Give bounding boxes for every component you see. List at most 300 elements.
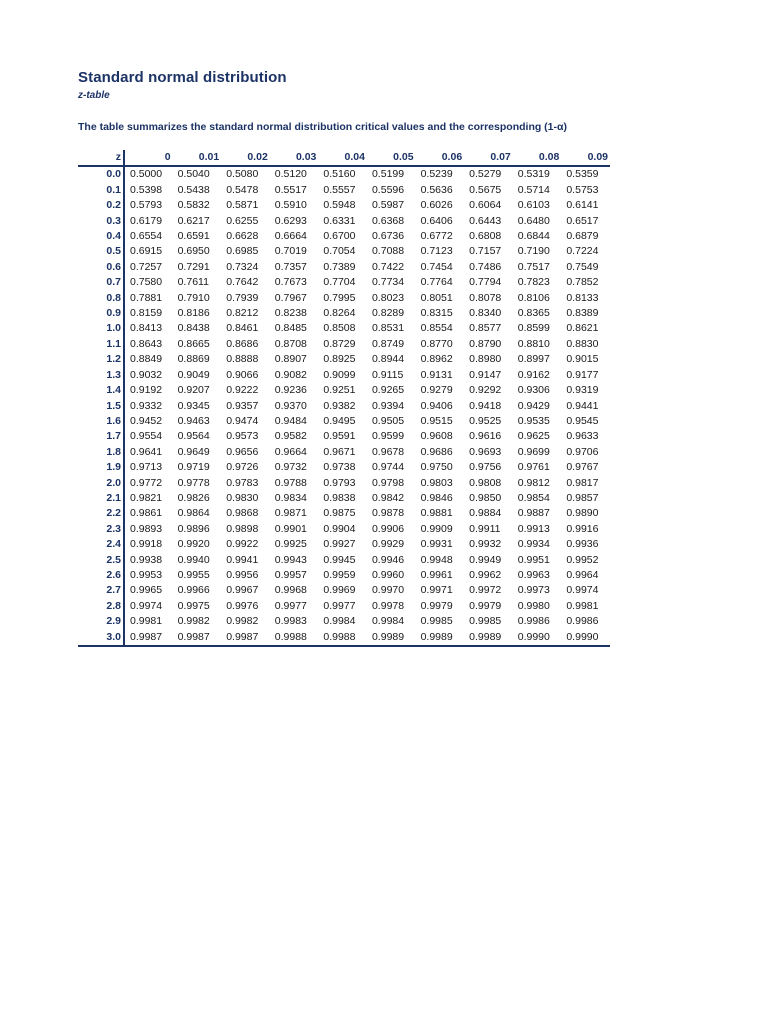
table-cell: 0.9706: [566, 445, 599, 458]
table-row: [78, 166, 610, 182]
table-cell: 0.6331: [323, 214, 356, 227]
table-cell: 0.9429: [517, 399, 550, 412]
table-row: [78, 599, 610, 614]
table-cell: 0.9625: [517, 430, 550, 443]
table-cell: 0.9649: [177, 445, 210, 458]
table-cell: 0.6915: [130, 245, 163, 258]
table-cell: 0.8023: [371, 291, 405, 304]
table-cell: 0.5359: [566, 168, 599, 181]
table-cell: 0.9505: [371, 414, 405, 427]
table-cell: 0.6554: [130, 230, 163, 243]
table-cell: 0.8599: [517, 322, 550, 335]
column-header: 0.05: [367, 150, 416, 166]
row-z-label: 0.1: [78, 183, 124, 198]
z-table-body: [78, 166, 610, 646]
table-cell: 0.9793: [323, 476, 356, 489]
table-cell: 0.9932: [469, 538, 502, 551]
table-cell: 0.8665: [177, 337, 210, 350]
z-column-header: z: [78, 150, 124, 166]
table-cell: 0.9147: [469, 368, 502, 381]
table-cell: 0.7088: [371, 245, 405, 258]
table-row: [78, 460, 610, 475]
row-z-label: 1.0: [78, 321, 124, 336]
table-cell: 0.5000: [130, 168, 163, 181]
table-cell: 0.9949: [469, 553, 502, 566]
row-z-label: 2.9: [78, 614, 124, 629]
table-row: [78, 321, 610, 336]
table-cell: 0.9767: [566, 461, 599, 474]
table-cell: 0.6879: [566, 230, 599, 243]
table-row: [78, 568, 610, 583]
table-cell: 0.9418: [469, 399, 502, 412]
table-cell: 0.7257: [130, 260, 163, 273]
table-cell: 0.9890: [566, 507, 599, 520]
table-cell: 0.9918: [130, 538, 163, 551]
table-cell: 0.9989: [367, 630, 416, 646]
table-row: [78, 383, 610, 398]
table-cell: 0.8643: [130, 337, 163, 350]
table-row: [78, 491, 610, 506]
table-cell: 0.9830: [226, 491, 259, 504]
table-cell: 0.9979: [469, 599, 502, 612]
table-cell: 0.9772: [130, 476, 163, 489]
table-cell: 0.9881: [420, 507, 453, 520]
row-z-label: 2.4: [78, 537, 124, 552]
table-cell: 0.9554: [130, 430, 163, 443]
table-cell: 0.9699: [517, 445, 550, 458]
table-row: [78, 260, 610, 275]
table-cell: 0.9591: [323, 430, 356, 443]
table-cell: 0.9983: [274, 615, 307, 628]
table-cell: 0.7881: [130, 291, 163, 304]
table-row: [78, 244, 610, 259]
table-cell: 0.5557: [323, 183, 356, 196]
table-cell: 0.9857: [566, 491, 599, 504]
table-cell: 0.5160: [323, 168, 356, 181]
table-cell: 0.9906: [371, 522, 405, 535]
table-cell: 0.8621: [566, 322, 599, 335]
table-cell: 0.7611: [177, 276, 209, 289]
table-cell: 0.9406: [420, 399, 453, 412]
table-cell: 0.8686: [226, 337, 259, 350]
table-cell: 0.9452: [130, 414, 163, 427]
table-cell: 0.9934: [517, 538, 550, 551]
table-cell: 0.8340: [469, 307, 502, 320]
table-cell: 0.9495: [323, 414, 356, 427]
z-table-header: [78, 150, 610, 166]
table-cell: 0.9868: [226, 507, 259, 520]
table-cell: 0.8051: [420, 291, 453, 304]
table-cell: 0.6808: [469, 230, 502, 243]
table-cell: 0.9956: [226, 568, 259, 581]
table-cell: 0.8869: [177, 353, 210, 366]
table-cell: 0.8212: [226, 307, 259, 320]
table-cell: 0.9750: [420, 461, 453, 474]
table-cell: 0.9893: [130, 522, 163, 535]
row-z-label: 0.9: [78, 306, 124, 321]
table-cell: 0.5636: [420, 183, 453, 196]
table-row: [78, 352, 610, 367]
table-cell: 0.9545: [566, 414, 599, 427]
table-cell: 0.9292: [469, 384, 502, 397]
table-cell: 0.5040: [177, 168, 210, 181]
table-cell: 0.6141: [566, 199, 599, 212]
table-cell: 0.9972: [469, 584, 502, 597]
table-cell: 0.9904: [323, 522, 356, 535]
table-cell: 0.8708: [274, 337, 307, 350]
table-cell: 0.9927: [323, 538, 356, 551]
table-cell: 0.9985: [420, 615, 453, 628]
table-cell: 0.8186: [177, 307, 210, 320]
table-cell: 0.7967: [274, 291, 307, 304]
table-cell: 0.9990: [513, 630, 562, 646]
table-cell: 0.6950: [177, 245, 210, 258]
table-cell: 0.9236: [274, 384, 307, 397]
table-row: [78, 275, 610, 290]
row-z-label: 1.2: [78, 352, 124, 367]
z-table: [78, 150, 610, 647]
table-cell: 0.6591: [177, 230, 210, 243]
column-header: 0.03: [270, 150, 319, 166]
table-cell: 0.9192: [130, 384, 163, 397]
table-row: [78, 183, 610, 198]
table-cell: 0.9948: [420, 553, 453, 566]
table-cell: 0.9988: [318, 630, 367, 646]
table-cell: 0.7673: [274, 276, 307, 289]
table-cell: 0.6985: [226, 245, 259, 258]
table-cell: 0.9967: [226, 584, 259, 597]
table-cell: 0.9920: [177, 538, 210, 551]
row-z-label: 1.7: [78, 429, 124, 444]
table-cell: 0.8264: [323, 307, 356, 320]
table-cell: 0.8389: [566, 307, 599, 320]
row-z-label: 2.7: [78, 583, 124, 598]
table-cell: 0.9987: [124, 630, 173, 646]
table-cell: 0.9861: [130, 507, 163, 520]
table-cell: 0.9798: [371, 476, 405, 489]
row-z-label: 1.1: [78, 337, 124, 352]
table-row: [78, 522, 610, 537]
table-cell: 0.9641: [130, 445, 163, 458]
row-z-label: 3.0: [78, 630, 124, 646]
table-cell: 0.9973: [517, 584, 550, 597]
table-cell: 0.9783: [226, 476, 259, 489]
table-cell: 0.9951: [517, 553, 550, 566]
table-cell: 0.8729: [323, 337, 356, 350]
row-z-label: 0.6: [78, 260, 124, 275]
table-cell: 0.9177: [566, 368, 599, 381]
table-cell: 0.9162: [517, 368, 550, 381]
table-cell: 0.8849: [130, 353, 163, 366]
table-cell: 0.9484: [274, 414, 307, 427]
row-z-label: 1.5: [78, 399, 124, 414]
table-row: [78, 229, 610, 244]
table-row: [78, 630, 610, 646]
table-cell: 0.7190: [517, 245, 550, 258]
table-cell: 0.9990: [561, 630, 610, 646]
table-cell: 0.9909: [420, 522, 453, 535]
table-cell: 0.9977: [323, 599, 356, 612]
table-cell: 0.8830: [566, 337, 599, 350]
page-title: Standard normal distribution: [78, 69, 287, 86]
table-cell: 0.6664: [274, 230, 307, 243]
table-cell: 0.9693: [469, 445, 502, 458]
table-cell: 0.9319: [566, 384, 599, 397]
table-cell: 0.9896: [177, 522, 210, 535]
table-cell: 0.9817: [566, 476, 599, 489]
table-cell: 0.9808: [469, 476, 502, 489]
table-cell: 0.6103: [517, 199, 550, 212]
table-cell: 0.5871: [226, 199, 259, 212]
table-cell: 0.7454: [420, 260, 453, 273]
row-z-label: 2.8: [78, 599, 124, 614]
table-cell: 0.9938: [130, 553, 163, 566]
table-cell: 0.9719: [177, 461, 210, 474]
table-cell: 0.8461: [226, 322, 259, 335]
table-cell: 0.7157: [469, 245, 502, 258]
table-cell: 0.9778: [177, 476, 210, 489]
table-row: [78, 414, 610, 429]
table-cell: 0.6406: [420, 214, 453, 227]
table-cell: 0.9929: [371, 538, 405, 551]
table-cell: 0.9332: [130, 399, 163, 412]
table-cell: 0.9834: [274, 491, 307, 504]
table-cell: 0.7517: [517, 260, 550, 273]
table-cell: 0.9970: [371, 584, 405, 597]
table-cell: 0.7324: [226, 260, 259, 273]
table-row: [78, 198, 610, 213]
table-cell: 0.7642: [226, 276, 259, 289]
table-cell: 0.8980: [469, 353, 502, 366]
table-cell: 0.9474: [226, 414, 259, 427]
table-cell: 0.9463: [177, 414, 210, 427]
table-cell: 0.9564: [177, 430, 210, 443]
table-cell: 0.9987: [173, 630, 222, 646]
table-cell: 0.8133: [566, 291, 599, 304]
table-cell: 0.5753: [566, 183, 599, 196]
table-row: [78, 429, 610, 444]
table-cell: 0.9066: [226, 368, 259, 381]
row-z-label: 2.3: [78, 522, 124, 537]
table-cell: 0.6064: [469, 199, 502, 212]
table-cell: 0.9664: [274, 445, 307, 458]
table-cell: 0.9826: [177, 491, 210, 504]
column-header: 0.09: [561, 150, 610, 166]
table-cell: 0.9974: [566, 584, 599, 597]
table-cell: 0.9884: [469, 507, 502, 520]
table-cell: 0.5517: [274, 183, 307, 196]
table-cell: 0.9656: [226, 445, 259, 458]
table-cell: 0.7486: [469, 260, 502, 273]
table-row: [78, 583, 610, 598]
table-cell: 0.9985: [469, 615, 502, 628]
table-cell: 0.9975: [177, 599, 210, 612]
row-z-label: 2.1: [78, 491, 124, 506]
table-cell: 0.9846: [420, 491, 453, 504]
table-cell: 0.9989: [464, 630, 513, 646]
table-cell: 0.9838: [323, 491, 356, 504]
table-cell: 0.9582: [274, 430, 307, 443]
table-row: [78, 368, 610, 383]
table-cell: 0.6772: [420, 230, 453, 243]
table-cell: 0.9941: [226, 553, 259, 566]
table-cell: 0.9370: [274, 399, 307, 412]
table-cell: 0.9982: [226, 615, 259, 628]
table-cell: 0.9913: [517, 522, 550, 535]
table-cell: 0.8078: [469, 291, 502, 304]
table-cell: 0.6628: [226, 230, 259, 243]
row-z-label: 2.6: [78, 568, 124, 583]
table-cell: 0.5793: [130, 199, 163, 212]
row-z-label: 0.2: [78, 198, 124, 213]
table-cell: 0.9987: [221, 630, 270, 646]
table-cell: 0.9633: [566, 430, 599, 443]
row-z-label: 0.4: [78, 229, 124, 244]
table-cell: 0.9761: [517, 461, 550, 474]
table-cell: 0.7823: [517, 276, 550, 289]
table-cell: 0.9965: [130, 584, 163, 597]
table-cell: 0.9960: [371, 568, 405, 581]
table-cell: 0.9971: [420, 584, 453, 597]
table-cell: 0.9981: [130, 615, 163, 628]
table-cell: 0.7995: [323, 291, 356, 304]
table-cell: 0.9744: [371, 461, 405, 474]
row-z-label: 1.6: [78, 414, 124, 429]
table-cell: 0.9842: [371, 491, 405, 504]
table-cell: 0.6293: [274, 214, 307, 227]
table-cell: 0.6443: [469, 214, 502, 227]
table-cell: 0.9887: [517, 507, 550, 520]
table-cell: 0.5910: [274, 199, 307, 212]
table-description: The table summarizes the standard normal distribution critical values and the corresponding (1-α): [78, 121, 567, 133]
table-cell: 0.9803: [420, 476, 453, 489]
table-row: [78, 445, 610, 460]
table-row: [78, 337, 610, 352]
row-z-label: 1.3: [78, 368, 124, 383]
table-cell: 0.9966: [177, 584, 210, 597]
column-header: 0.01: [173, 150, 222, 166]
table-cell: 0.6217: [177, 214, 210, 227]
table-cell: 0.8438: [177, 322, 210, 335]
table-cell: 0.9812: [517, 476, 550, 489]
table-cell: 0.5080: [226, 168, 259, 181]
table-cell: 0.8770: [420, 337, 453, 350]
page-subtitle: z-table: [78, 90, 110, 101]
table-cell: 0.9738: [323, 461, 356, 474]
table-cell: 0.7422: [371, 260, 405, 273]
column-header: 0.04: [318, 150, 367, 166]
table-row: [78, 476, 610, 491]
table-cell: 0.7389: [323, 260, 356, 273]
table-cell: 0.8106: [517, 291, 550, 304]
table-cell: 0.5398: [130, 183, 163, 196]
table-cell: 0.9984: [371, 615, 405, 628]
table-row: [78, 291, 610, 306]
table-cell: 0.9898: [226, 522, 259, 535]
table-cell: 0.8888: [226, 353, 259, 366]
table-cell: 0.9871: [274, 507, 307, 520]
table-cell: 0.5279: [469, 168, 502, 181]
row-z-label: 0.8: [78, 291, 124, 306]
table-cell: 0.9916: [566, 522, 599, 535]
row-z-label: 1.8: [78, 445, 124, 460]
table-cell: 0.9032: [130, 368, 163, 381]
table-cell: 0.7764: [420, 276, 453, 289]
table-cell: 0.9599: [371, 430, 405, 443]
column-header: 0.06: [416, 150, 465, 166]
table-cell: 0.6736: [371, 230, 405, 243]
table-row: [78, 553, 610, 568]
table-cell: 0.5948: [323, 199, 356, 212]
table-cell: 0.5714: [517, 183, 550, 196]
table-cell: 0.9756: [469, 461, 502, 474]
table-cell: 0.6368: [371, 214, 405, 227]
table-cell: 0.9986: [566, 615, 599, 628]
table-cell: 0.8531: [371, 322, 405, 335]
row-z-label: 0.7: [78, 275, 124, 290]
table-cell: 0.9864: [177, 507, 210, 520]
table-cell: 0.9969: [323, 584, 356, 597]
table-cell: 0.9875: [323, 507, 356, 520]
table-cell: 0.5319: [517, 168, 550, 181]
table-cell: 0.8315: [420, 307, 453, 320]
table-cell: 0.9931: [420, 538, 453, 551]
table-cell: 0.6844: [517, 230, 550, 243]
table-cell: 0.9854: [517, 491, 550, 504]
table-cell: 0.5596: [371, 183, 405, 196]
table-cell: 0.8577: [469, 322, 502, 335]
table-cell: 0.9936: [566, 538, 599, 551]
table-cell: 0.7224: [566, 245, 599, 258]
table-row: [78, 399, 610, 414]
table-cell: 0.9901: [274, 522, 307, 535]
table-cell: 0.9207: [177, 384, 210, 397]
column-header: 0.02: [221, 150, 270, 166]
table-cell: 0.9953: [130, 568, 163, 581]
table-cell: 0.8485: [274, 322, 307, 335]
table-row: [78, 537, 610, 552]
table-cell: 0.9911: [469, 522, 501, 535]
row-z-label: 0.0: [78, 166, 124, 182]
table-cell: 0.9115: [371, 368, 404, 381]
table-cell: 0.5438: [177, 183, 210, 196]
table-cell: 0.7939: [226, 291, 259, 304]
table-cell: 0.9981: [566, 599, 599, 612]
table-cell: 0.9982: [177, 615, 210, 628]
table-cell: 0.7704: [323, 276, 356, 289]
table-cell: 0.9015: [566, 353, 599, 366]
table-cell: 0.9976: [226, 599, 259, 612]
table-cell: 0.6026: [420, 199, 453, 212]
table-cell: 0.6700: [323, 230, 356, 243]
row-z-label: 0.5: [78, 244, 124, 259]
table-cell: 0.9959: [323, 568, 356, 581]
table-cell: 0.9952: [566, 553, 599, 566]
table-cell: 0.9968: [274, 584, 307, 597]
table-cell: 0.9515: [420, 414, 453, 427]
table-cell: 0.9957: [274, 568, 307, 581]
table-cell: 0.8997: [517, 353, 550, 366]
table-cell: 0.9850: [469, 491, 502, 504]
table-cell: 0.9525: [469, 414, 502, 427]
table-cell: 0.8790: [469, 337, 502, 350]
table-cell: 0.8907: [274, 353, 307, 366]
table-cell: 0.9962: [469, 568, 502, 581]
header-row: [78, 150, 610, 166]
table-cell: 0.9671: [323, 445, 356, 458]
table-cell: 0.7054: [323, 245, 356, 258]
column-header: 0.07: [464, 150, 513, 166]
